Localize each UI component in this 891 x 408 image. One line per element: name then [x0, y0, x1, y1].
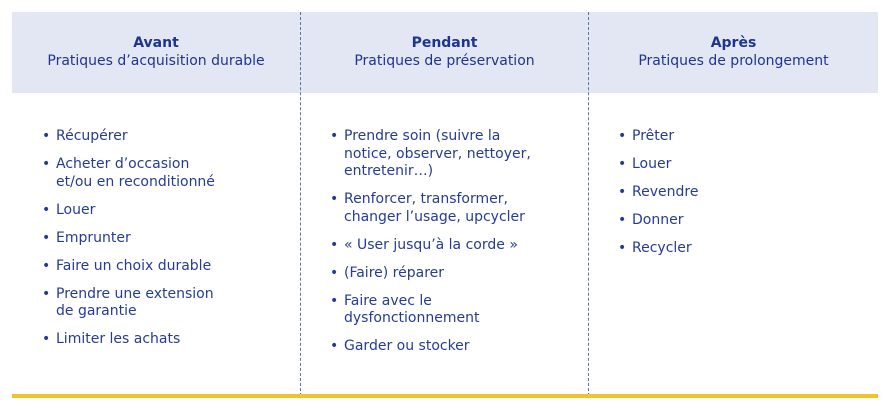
bottom-accent-rule: [12, 394, 878, 398]
column-subtitle: Pratiques de préservation: [354, 53, 535, 69]
list-item: • Acheter d’occasion et/ou en reconditionné: [42, 156, 292, 191]
column-title: Avant: [133, 35, 179, 51]
list-item: • Faire un choix durable: [42, 258, 292, 276]
list-item: • Emprunter: [42, 230, 292, 248]
list-item: • Prendre soin (suivre la notice, observer, nettoyer, entretenir…): [330, 128, 580, 181]
list-item: • Prêter: [618, 128, 868, 146]
column-header-pendant: [301, 12, 588, 93]
practice-list: [330, 128, 580, 356]
column-title: Pendant: [411, 35, 478, 51]
list-item: • Récupérer: [42, 128, 292, 146]
practice-list: [618, 128, 868, 258]
column-body-apres: [618, 128, 868, 268]
list-item: • Revendre: [618, 184, 868, 202]
column-subtitle: Pratiques de prolongement: [638, 53, 829, 69]
practice-list: [42, 128, 292, 349]
column-header-apres: [589, 12, 878, 93]
list-item: • Donner: [618, 212, 868, 230]
list-item: • Louer: [618, 156, 868, 174]
list-item: • Garder ou stocker: [330, 338, 580, 356]
column-title: Après: [710, 35, 757, 51]
list-item: • Prendre une extension de garantie: [42, 286, 292, 321]
list-item: • (Faire) réparer: [330, 265, 580, 283]
list-item: • Louer: [42, 202, 292, 220]
list-item: • Faire avec le dysfonctionnement: [330, 293, 580, 328]
list-item: • Recycler: [618, 240, 868, 258]
column-subtitle: Pratiques d’acquisition durable: [47, 53, 265, 69]
column-body-avant: [42, 128, 292, 359]
list-item: • « User jusqu’à la corde »: [330, 237, 580, 255]
list-item: • Renforcer, transformer, changer l’usage, upcycler: [330, 191, 580, 226]
column-body-pendant: [330, 128, 580, 366]
column-header-avant: [12, 12, 300, 93]
practices-table: [12, 12, 878, 398]
list-item: • Limiter les achats: [42, 331, 292, 349]
